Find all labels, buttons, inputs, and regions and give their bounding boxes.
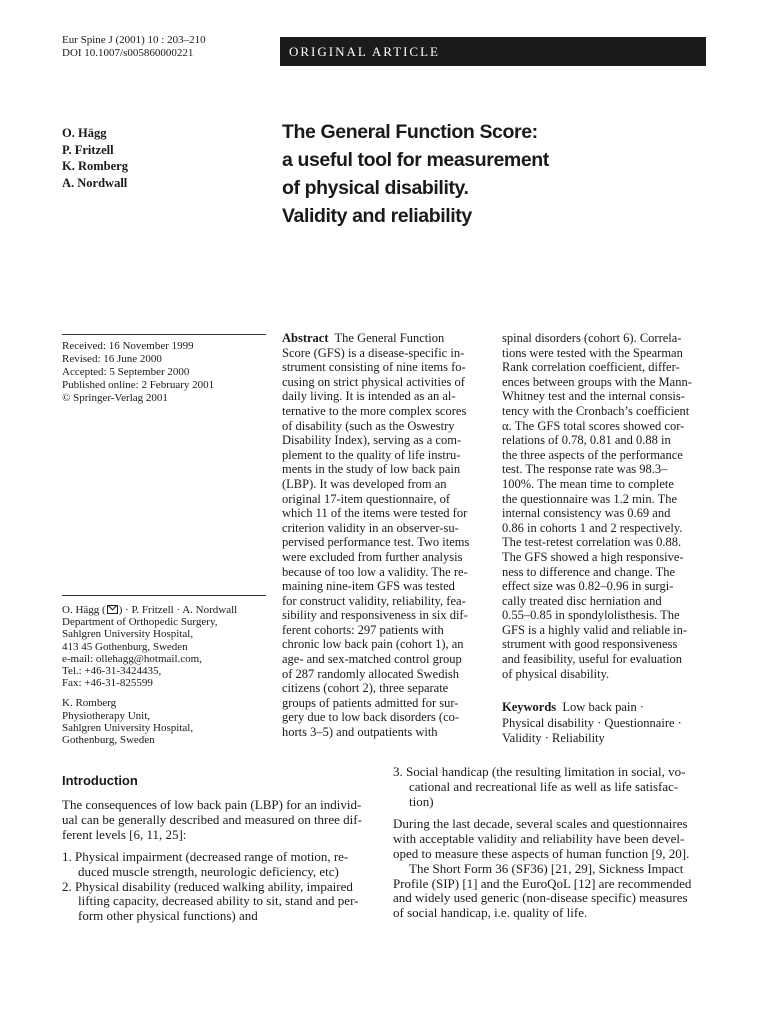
author: O. Hägg xyxy=(62,126,107,140)
divider xyxy=(62,595,266,596)
title-line: The General Function Score: xyxy=(282,121,538,143)
abstract-line: The GFS showed a high responsive- xyxy=(502,549,684,564)
list-number: 3. xyxy=(393,764,403,779)
abstract-line: pervised performance test. Two items xyxy=(282,535,470,550)
abstract-line: spinal disorders (cohort 6). Correla- xyxy=(502,331,682,345)
intro-paragraph-1 xyxy=(62,798,362,842)
date-accepted: Accepted: 5 September 2000 xyxy=(62,366,190,378)
abstract-line: criterion validity in an observer-su- xyxy=(282,520,459,535)
body-line: Profile (SIP) [1] and the EuroQoL [12] are recommended xyxy=(393,875,692,891)
abstract-column-1 xyxy=(282,331,492,740)
abstract-label: Abstract xyxy=(282,331,329,345)
address-line: 413 45 Gothenburg, Sweden xyxy=(62,640,188,653)
list-line: tion) xyxy=(409,793,434,809)
address-line: Sahlgren University Hospital, xyxy=(62,721,194,734)
section-heading-introduction: Introduction xyxy=(62,773,138,788)
abstract-line: The test-retest correlation was 0.88. xyxy=(502,535,682,550)
address-line: K. Romberg xyxy=(62,697,117,710)
body-line: of social handicap, i.e. quality of life. xyxy=(393,905,588,921)
list-item xyxy=(62,850,358,880)
list-line: form other physical functions) and xyxy=(78,908,258,924)
author: A. Nordwall xyxy=(62,175,128,190)
list-number: 1. xyxy=(62,849,72,864)
abstract-line: for construct validity, reliability, fea- xyxy=(282,593,466,608)
abstract-line: of 287 randomly allocated Swedish xyxy=(282,666,460,681)
abstract-line: strument consisting of nine items fo- xyxy=(282,360,466,375)
divider xyxy=(62,334,266,335)
abstract-line: tency with the Cronbach’s coefficient xyxy=(502,403,690,418)
body-line: and widely used generic (non-disease specific) measures xyxy=(393,890,688,906)
abstract-line: cusing on strict physical activities of xyxy=(282,374,465,389)
body-line: oped to measure these aspects of human function [9, 20]. xyxy=(393,845,690,861)
correspondence xyxy=(62,604,237,746)
abstract-column-2 xyxy=(502,331,712,681)
abstract-line: horts 3–5) and outpatients with xyxy=(282,725,438,740)
keywords-line: Physical disability · Questionnaire · xyxy=(502,715,682,730)
abstract-first-line: Abstract The General Function xyxy=(282,331,445,345)
list-line: Physical impairment (decreased range of motion, re- xyxy=(75,849,349,864)
abstract-line: GFS is a highly valid and reliable in- xyxy=(502,622,688,637)
abstract-line: maining nine-item GFS was tested xyxy=(282,579,455,594)
abstract-line: ness to difference and change. The xyxy=(502,564,676,579)
abstract-line: which 11 of the items were tested for xyxy=(282,506,468,521)
keywords xyxy=(502,700,682,747)
keywords-first-line: Keywords Low back pain · xyxy=(502,700,644,714)
date-published: Published online: 2 February 2001 xyxy=(62,379,215,391)
abstract-line: age- and sex-matched control group xyxy=(282,652,462,667)
abstract-line: because of too low a validity. The re- xyxy=(282,564,468,579)
correspondence-names: O. Hägg ( ) · P. Fritzell · A. Nordwall xyxy=(62,604,238,616)
levels-list xyxy=(62,850,358,924)
envelope-icon xyxy=(107,605,118,614)
body-line: The consequences of low back pain (LBP) for an individ- xyxy=(62,797,362,812)
abstract-line: daily living. It is intended as an al- xyxy=(282,389,456,404)
date-received: Received: 16 November 1999 xyxy=(62,340,194,352)
address-line: Gothenburg, Sweden xyxy=(62,734,155,747)
abstract-line: effect size was 0.82–0.96 in surgi- xyxy=(502,579,674,594)
intro-paragraph-2 xyxy=(393,817,691,861)
abstract-line: the three aspects of the performance xyxy=(502,447,683,462)
body-line: During the last decade, several scales and questionnaires xyxy=(393,816,688,832)
address-line: Physiotherapy Unit, xyxy=(62,709,150,722)
journal-citation: Eur Spine J (2001) 10 : 203–210 xyxy=(62,34,206,46)
body-line: The Short Form 36 (SF36) [21, 29], Sickness Impact xyxy=(409,860,684,876)
intro-right-column xyxy=(393,765,691,921)
abstract-line: Disability Index), serving as a com- xyxy=(282,433,462,448)
address-line: Department of Orthopedic Surgery, xyxy=(62,616,218,629)
title-line: Validity and reliability xyxy=(282,205,472,227)
title-line: of physical disability. xyxy=(282,177,469,199)
abstract-line: (LBP). It was developed from an xyxy=(282,476,447,491)
abstract-line: ferent cohorts: 297 patients with xyxy=(282,622,444,637)
abstract-line: Whitney test and the internal consis- xyxy=(502,389,685,404)
keywords-label: Keywords xyxy=(502,700,557,714)
list-item xyxy=(62,880,358,924)
abstract-line: of disability (such as the Oswestry xyxy=(282,418,455,433)
abstract-line: Score (GFS) is a disease-specific in- xyxy=(282,345,465,360)
list-number: 2. xyxy=(62,878,72,894)
abstract-line: α. The GFS total scores showed cor- xyxy=(502,418,685,433)
author: P. Fritzell xyxy=(62,142,114,157)
author-list xyxy=(62,125,128,191)
abstract-line: and feasibility, useful for evaluation xyxy=(502,652,683,667)
phone-line: Tel.: +46-31-3424435, xyxy=(62,665,162,678)
body-line: with acceptable validity and reliability have been devel- xyxy=(393,831,685,847)
list-line: duced muscle strength, neurologic deficiency, etc) xyxy=(78,863,339,879)
abstract-line: ments in the study of low back pain xyxy=(282,462,461,477)
list-line: Physical disability (reduced walking ability, impaired xyxy=(75,878,353,894)
copyright: © Springer-Verlag 2001 xyxy=(62,392,168,404)
abstract-line: original 17-item questionnaire, of xyxy=(282,491,451,506)
email-line: e-mail: ollehagg@hotmail.com, xyxy=(62,652,202,665)
abstract-line: groups of patients admitted for sur- xyxy=(282,695,459,710)
abstract-line: strument with good responsiveness xyxy=(502,637,678,652)
body-line: ual can be generally described and measured on three dif- xyxy=(62,811,362,827)
abstract-line: chronic low back pain (cohort 1), an xyxy=(282,637,464,652)
abstract-line: cally treated disc herniation and xyxy=(502,593,662,608)
abstract-line: relations of 0.78, 0.81 and 0.88 in xyxy=(502,433,671,448)
abstract-line: ternative to the more complex scores xyxy=(282,403,467,418)
list-line: cational and recreational life as well as life satisfac- xyxy=(409,778,679,794)
abstract-line: the questionnaire was 1.2 min. The xyxy=(502,491,678,506)
abstract-line: were excluded from further analysis xyxy=(282,549,463,564)
abstract-line: citizens (cohort 2), three separate xyxy=(282,681,449,696)
address-line: Sahlgren University Hospital, xyxy=(62,628,194,641)
list-line: lifting capacity, decreased ability to sit, stand and per- xyxy=(78,893,359,909)
abstract-line: ences between groups with the Mann- xyxy=(502,374,692,389)
abstract-line: gery due to low back disorders (co- xyxy=(282,710,460,725)
abstract-line: tions were tested with the Spearman xyxy=(502,345,683,360)
abstract-line: 0.86 in cohorts 1 and 2 respectively. xyxy=(502,520,683,535)
title-line: a useful tool for measurement xyxy=(282,149,549,171)
journal-doi: DOI 10.1007/s005860000221 xyxy=(62,47,194,59)
body-line: ferent levels [6, 11, 25]: xyxy=(62,826,187,842)
date-revised: Revised: 16 June 2000 xyxy=(62,353,162,365)
abstract-line: 100%. The mean time to complete xyxy=(502,476,674,491)
intro-paragraph-3 xyxy=(393,862,691,921)
abstract-line: internal consistency was 0.69 and xyxy=(502,506,671,521)
keywords-line: Validity · Reliability xyxy=(502,731,605,745)
abstract-line: Rank correlation coefficient, differ- xyxy=(502,360,680,375)
abstract-line: 0.55–0.85 in spondylolisthesis. The xyxy=(502,608,680,623)
abstract-line: plement to the quality of life instru- xyxy=(282,447,461,462)
list-item xyxy=(393,765,691,809)
article-type-banner: ORIGINAL ARTICLE xyxy=(280,37,706,66)
article-title xyxy=(282,118,722,230)
fax-line: Fax: +46-31-825599 xyxy=(62,677,153,690)
journal-info xyxy=(62,34,206,60)
abstract-line: sibility and responsiveness in six dif- xyxy=(282,608,468,623)
article-history xyxy=(62,340,214,405)
author: K. Romberg xyxy=(62,159,128,173)
abstract-line: test. The response rate was 98.3– xyxy=(502,462,668,477)
list-line: Social handicap (the resulting limitation in social, vo- xyxy=(406,764,686,779)
abstract-line: of physical disability. xyxy=(502,666,610,681)
